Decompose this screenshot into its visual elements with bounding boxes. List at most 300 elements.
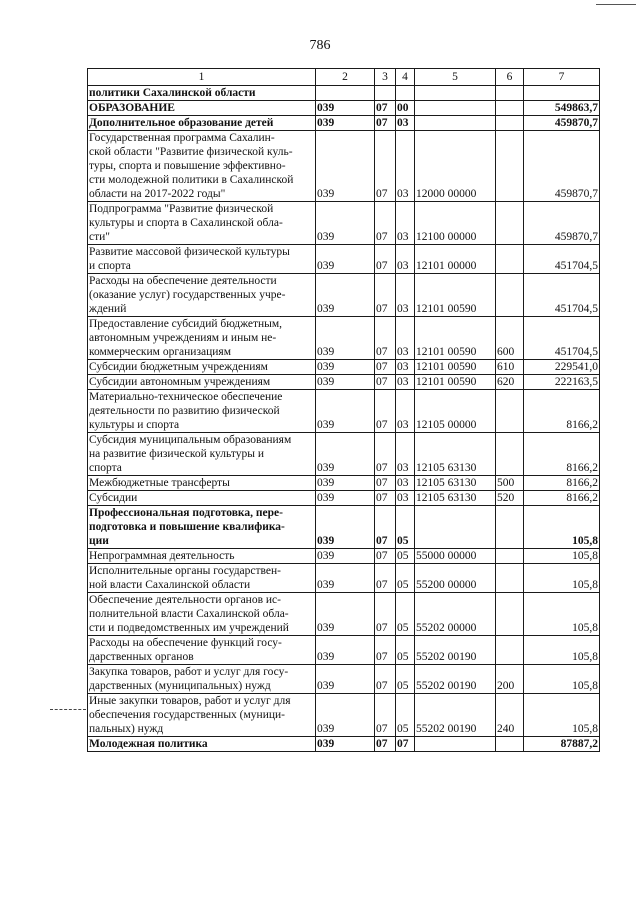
row-target-article-cell (415, 564, 496, 593)
row-section-code-cell (375, 549, 396, 564)
row-subsection-code-cell (396, 549, 415, 564)
row-amount-text: 105,8 (572, 550, 598, 562)
row-name-cell (88, 101, 316, 116)
row-target-article-cell (415, 375, 496, 390)
row-ministry-code-text: 039 (317, 361, 335, 373)
row-section-code-cell (375, 360, 396, 375)
row-subsection-code-cell (396, 636, 415, 665)
table-row (88, 375, 600, 390)
row-subsection-code-cell (396, 665, 415, 694)
row-amount-text: 8166,2 (566, 492, 598, 504)
row-subsection-code-cell (396, 506, 415, 549)
row-section-code-text: 07 (376, 738, 388, 750)
row-subsection-code-text: 05 (397, 579, 409, 591)
row-subsection-code-text: 07 (397, 738, 409, 750)
row-amount-cell (524, 390, 600, 433)
row-ministry-code-cell (316, 737, 375, 752)
row-expense-type-cell (496, 665, 524, 694)
row-amount-text: 87887,2 (560, 738, 598, 750)
row-amount-text: 451704,5 (554, 303, 598, 315)
row-ministry-code-cell (316, 274, 375, 317)
row-ministry-code-cell (316, 390, 375, 433)
row-amount-cell (524, 665, 600, 694)
row-target-article-text: 12000 00000 (416, 188, 477, 200)
row-section-code-cell (375, 694, 396, 737)
row-name-cell (88, 665, 316, 694)
row-target-article-cell (415, 86, 496, 101)
table-row (88, 245, 600, 274)
row-ministry-code-text: 039 (317, 680, 335, 692)
row-section-code-text: 07 (376, 723, 388, 735)
row-expense-type-cell (496, 593, 524, 636)
row-subsection-code-text: 03 (397, 492, 409, 504)
row-name-text: Дополнительное образование детей (89, 117, 274, 129)
row-amount-cell (524, 564, 600, 593)
row-subsection-code-text: 03 (397, 361, 409, 373)
row-subsection-code-cell (396, 274, 415, 317)
row-ministry-code-cell (316, 317, 375, 360)
row-expense-type-cell (496, 245, 524, 274)
row-section-code-cell (375, 593, 396, 636)
row-ministry-code-text: 039 (317, 346, 335, 358)
row-amount-text: 451704,5 (554, 346, 598, 358)
column-header-5: 5 (415, 69, 496, 86)
row-subsection-code-cell (396, 101, 415, 116)
row-ministry-code-cell (316, 593, 375, 636)
row-amount-cell (524, 549, 600, 564)
row-amount-text: 8166,2 (566, 419, 598, 431)
table-row (88, 476, 600, 491)
row-subsection-code-cell (396, 491, 415, 506)
row-ministry-code-text: 039 (317, 231, 335, 243)
row-name-cell (88, 564, 316, 593)
row-section-code-text: 07 (376, 346, 388, 358)
row-target-article-cell (415, 317, 496, 360)
row-section-code-text: 07 (376, 462, 388, 474)
row-amount-cell (524, 491, 600, 506)
row-ministry-code-text: 039 (317, 376, 335, 388)
row-amount-text: 451704,5 (554, 260, 598, 272)
row-subsection-code-cell (396, 375, 415, 390)
row-subsection-code-text: 03 (397, 376, 409, 388)
row-amount-cell (524, 433, 600, 476)
row-amount-cell (524, 694, 600, 737)
row-ministry-code-cell (316, 476, 375, 491)
row-section-code-text: 07 (376, 579, 388, 591)
row-subsection-code-text: 03 (397, 346, 409, 358)
row-ministry-code-text: 039 (317, 117, 335, 129)
row-ministry-code-cell (316, 636, 375, 665)
row-subsection-code-text: 03 (397, 231, 409, 243)
row-target-article-cell (415, 506, 496, 549)
row-ministry-code-text: 039 (317, 550, 335, 562)
budget-table (87, 68, 600, 752)
row-section-code-text: 07 (376, 102, 388, 114)
row-amount-cell (524, 506, 600, 549)
row-subsection-code-text: 03 (397, 260, 409, 272)
row-target-article-cell (415, 202, 496, 245)
table-row (88, 101, 600, 116)
row-section-code-text: 07 (376, 492, 388, 504)
row-section-code-text: 07 (376, 303, 388, 315)
row-ministry-code-cell (316, 116, 375, 131)
row-amount-text: 222163,5 (554, 376, 598, 388)
row-section-code-text: 07 (376, 188, 388, 200)
row-subsection-code-text: 03 (397, 188, 409, 200)
row-name-cell (88, 274, 316, 317)
row-ministry-code-text: 039 (317, 492, 335, 504)
row-subsection-code-text: 03 (397, 462, 409, 474)
row-name-cell (88, 317, 316, 360)
row-subsection-code-text: 05 (397, 622, 409, 634)
row-ministry-code-cell (316, 549, 375, 564)
row-amount-text: 105,8 (572, 723, 598, 735)
row-expense-type-cell (496, 101, 524, 116)
row-expense-type-cell (496, 636, 524, 665)
row-subsection-code-text: 05 (397, 680, 409, 692)
row-section-code-text: 07 (376, 231, 388, 243)
row-name-text: Государственная программа Сахалин- ской области "Развитие физической куль- туры, спорта и повышение эффективно- сти молодежной политики в Сахалинской области на 2017-2022 годы" (89, 132, 294, 200)
row-ministry-code-text: 039 (317, 723, 335, 735)
row-section-code-text: 07 (376, 260, 388, 272)
row-subsection-code-cell (396, 433, 415, 476)
row-target-article-text: 12101 00590 (416, 376, 477, 388)
row-section-code-cell (375, 390, 396, 433)
row-target-article-text: 12101 00000 (416, 260, 477, 272)
column-header-6: 6 (496, 69, 524, 86)
row-amount-text: 105,8 (572, 622, 598, 634)
row-target-article-cell (415, 131, 496, 202)
row-subsection-code-cell (396, 476, 415, 491)
row-name-text: политики Сахалинской области (89, 87, 256, 99)
row-expense-type-cell (496, 694, 524, 737)
row-section-code-cell (375, 636, 396, 665)
row-ministry-code-text: 039 (317, 477, 335, 489)
row-section-code-cell (375, 737, 396, 752)
row-section-code-cell (375, 317, 396, 360)
row-subsection-code-cell (396, 360, 415, 375)
row-section-code-cell (375, 245, 396, 274)
table-row (88, 564, 600, 593)
table-row (88, 274, 600, 317)
row-section-code-cell (375, 375, 396, 390)
row-target-article-text: 12105 00000 (416, 419, 477, 431)
row-subsection-code-cell (396, 86, 415, 101)
row-target-article-cell (415, 636, 496, 665)
row-expense-type-cell (496, 131, 524, 202)
row-section-code-text: 07 (376, 622, 388, 634)
row-ministry-code-cell (316, 491, 375, 506)
row-ministry-code-cell (316, 375, 375, 390)
row-ministry-code-cell (316, 245, 375, 274)
row-subsection-code-cell (396, 564, 415, 593)
row-expense-type-text: 520 (497, 492, 515, 504)
row-target-article-text: 12101 00590 (416, 361, 477, 373)
row-ministry-code-text: 039 (317, 188, 335, 200)
row-expense-type-cell (496, 202, 524, 245)
row-amount-cell (524, 375, 600, 390)
row-subsection-code-cell (396, 245, 415, 274)
row-name-cell (88, 131, 316, 202)
row-section-code-cell (375, 131, 396, 202)
row-section-code-text: 07 (376, 419, 388, 431)
row-name-cell (88, 433, 316, 476)
row-expense-type-text: 240 (497, 723, 515, 735)
row-ministry-code-cell (316, 131, 375, 202)
row-target-article-text: 12101 00590 (416, 303, 477, 315)
row-expense-type-cell (496, 375, 524, 390)
row-ministry-code-cell (316, 86, 375, 101)
row-expense-type-cell (496, 390, 524, 433)
row-target-article-cell (415, 101, 496, 116)
row-amount-cell (524, 317, 600, 360)
row-subsection-code-cell (396, 737, 415, 752)
row-expense-type-text: 200 (497, 680, 515, 692)
row-amount-cell (524, 476, 600, 491)
row-name-cell (88, 694, 316, 737)
row-name-cell (88, 491, 316, 506)
table-row (88, 202, 600, 245)
row-ministry-code-text: 039 (317, 462, 335, 474)
row-section-code-text: 07 (376, 680, 388, 692)
row-name-text: Материально-техническое обеспечение деятельности по развитию физической культуры и спорта (89, 391, 283, 431)
row-name-text: Иные закупки товаров, работ и услуг для обеспечения государственных (муници- пальных) нужд (89, 695, 291, 735)
table-row (88, 593, 600, 636)
row-ministry-code-cell (316, 665, 375, 694)
row-amount-text: 105,8 (572, 651, 598, 663)
row-target-article-text: 12105 63130 (416, 492, 477, 504)
row-amount-text: 229541,0 (554, 361, 598, 373)
table-row (88, 317, 600, 360)
row-target-article-cell (415, 390, 496, 433)
row-name-cell (88, 202, 316, 245)
row-name-text: Подпрограмма "Развитие физической культуры и спорта в Сахалинской обла- сти" (89, 203, 283, 243)
row-name-text: Субсидии автономным учреждениям (89, 376, 271, 388)
row-name-cell (88, 360, 316, 375)
row-subsection-code-cell (396, 593, 415, 636)
row-section-code-cell (375, 433, 396, 476)
row-name-text: Субсидии (89, 492, 138, 504)
row-section-code-text: 07 (376, 361, 388, 373)
row-name-text: Предоставление субсидий бюджетным, автономным учреждениям и иным не- коммерческим организациям (89, 318, 283, 358)
row-section-code-text: 07 (376, 550, 388, 562)
row-amount-cell (524, 636, 600, 665)
row-ministry-code-cell (316, 101, 375, 116)
row-subsection-code-cell (396, 694, 415, 737)
row-ministry-code-cell (316, 202, 375, 245)
row-expense-type-cell (496, 433, 524, 476)
column-header-3: 3 (375, 69, 396, 86)
row-target-article-cell (415, 116, 496, 131)
row-amount-cell (524, 274, 600, 317)
row-name-cell (88, 737, 316, 752)
row-name-text: Развитие массовой физической культуры и спорта (89, 246, 290, 272)
row-amount-cell (524, 202, 600, 245)
table-row (88, 491, 600, 506)
row-name-cell (88, 549, 316, 564)
row-expense-type-cell (496, 491, 524, 506)
row-ministry-code-text: 039 (317, 303, 335, 315)
row-subsection-code-cell (396, 202, 415, 245)
row-target-article-cell (415, 245, 496, 274)
row-amount-cell (524, 131, 600, 202)
row-expense-type-cell (496, 360, 524, 375)
row-name-text: ОБРАЗОВАНИЕ (89, 102, 175, 114)
column-header-1: 1 (88, 69, 316, 86)
column-header-2: 2 (316, 69, 375, 86)
row-section-code-cell (375, 665, 396, 694)
row-name-text: Непрограммная деятельность (89, 550, 235, 562)
row-target-article-text: 55200 00000 (416, 579, 477, 591)
row-name-cell (88, 476, 316, 491)
row-ministry-code-cell (316, 564, 375, 593)
row-subsection-code-text: 05 (397, 723, 409, 735)
row-name-text: Расходы на обеспечение деятельности (оказание услуг) государственных учре- ждений (89, 275, 286, 315)
row-name-text: Обеспечение деятельности органов ис- полнительной власти Сахалинской обла- сти и подведомственных им учреждений (89, 594, 289, 634)
row-subsection-code-text: 03 (397, 117, 409, 129)
row-amount-cell (524, 101, 600, 116)
table-row (88, 116, 600, 131)
row-target-article-text: 55202 00190 (416, 651, 477, 663)
row-target-article-cell (415, 593, 496, 636)
row-ministry-code-text: 039 (317, 651, 335, 663)
row-name-text: Субсидия муниципальным образованиям на развитие физической культуры и спорта (89, 434, 292, 474)
row-target-article-cell (415, 360, 496, 375)
row-expense-type-cell (496, 506, 524, 549)
row-amount-cell (524, 360, 600, 375)
row-section-code-cell (375, 506, 396, 549)
column-header-4: 4 (396, 69, 415, 86)
row-expense-type-cell (496, 564, 524, 593)
row-amount-text: 459870,7 (554, 188, 598, 200)
table-row (88, 506, 600, 549)
row-amount-cell (524, 86, 600, 101)
row-target-article-cell (415, 737, 496, 752)
table-row (88, 549, 600, 564)
row-target-article-cell (415, 433, 496, 476)
margin-dash-mark (50, 709, 86, 710)
row-section-code-cell (375, 86, 396, 101)
row-expense-type-cell (496, 476, 524, 491)
row-subsection-code-text: 03 (397, 477, 409, 489)
page-number: 786 (309, 38, 331, 53)
row-ministry-code-cell (316, 506, 375, 549)
table-row (88, 636, 600, 665)
row-ministry-code-text: 039 (317, 102, 335, 114)
row-expense-type-cell (496, 86, 524, 101)
row-target-article-text: 12100 00000 (416, 231, 477, 243)
row-section-code-text: 07 (376, 535, 388, 547)
row-target-article-cell (415, 491, 496, 506)
row-name-text: Исполнительные органы государствен- ной власти Сахалинской области (89, 565, 281, 591)
row-ministry-code-cell (316, 694, 375, 737)
row-amount-text: 105,8 (572, 535, 598, 547)
row-amount-text: 549863,7 (554, 102, 598, 114)
row-target-article-cell (415, 274, 496, 317)
row-subsection-code-text: 05 (397, 651, 409, 663)
table-row (88, 131, 600, 202)
table-row (88, 694, 600, 737)
row-subsection-code-text: 03 (397, 303, 409, 315)
row-section-code-cell (375, 491, 396, 506)
row-target-article-text: 55202 00190 (416, 723, 477, 735)
row-subsection-code-cell (396, 317, 415, 360)
row-amount-text: 105,8 (572, 680, 598, 692)
table-row (88, 737, 600, 752)
row-target-article-text: 12105 63130 (416, 477, 477, 489)
row-amount-text: 8166,2 (566, 477, 598, 489)
row-subsection-code-text: 05 (397, 550, 409, 562)
table-row (88, 86, 600, 101)
row-ministry-code-cell (316, 360, 375, 375)
row-amount-text: 459870,7 (554, 117, 598, 129)
row-target-article-text: 55202 00190 (416, 680, 477, 692)
row-name-cell (88, 636, 316, 665)
row-ministry-code-text: 039 (317, 535, 335, 547)
row-expense-type-text: 500 (497, 477, 515, 489)
row-section-code-cell (375, 202, 396, 245)
row-name-cell (88, 86, 316, 101)
column-header-7: 7 (524, 69, 600, 86)
row-section-code-text: 07 (376, 651, 388, 663)
row-ministry-code-text: 039 (317, 260, 335, 272)
row-expense-type-text: 620 (497, 376, 515, 388)
row-amount-cell (524, 593, 600, 636)
row-expense-type-cell (496, 116, 524, 131)
row-amount-cell (524, 116, 600, 131)
row-name-cell (88, 116, 316, 131)
row-name-cell (88, 375, 316, 390)
row-amount-text: 459870,7 (554, 231, 598, 243)
row-section-code-text: 07 (376, 477, 388, 489)
row-name-cell (88, 593, 316, 636)
row-ministry-code-text: 039 (317, 622, 335, 634)
row-amount-text: 8166,2 (566, 462, 598, 474)
row-expense-type-text: 610 (497, 361, 515, 373)
row-expense-type-cell (496, 317, 524, 360)
table-row (88, 433, 600, 476)
row-section-code-cell (375, 116, 396, 131)
row-expense-type-cell (496, 274, 524, 317)
row-name-text: Закупка товаров, работ и услуг для госу- дарственных (муниципальных) нужд (89, 666, 289, 692)
row-target-article-text: 12105 63130 (416, 462, 477, 474)
row-section-code-cell (375, 476, 396, 491)
row-target-article-cell (415, 694, 496, 737)
row-name-text: Расходы на обеспечение функций госу- дарственных органов (89, 637, 282, 663)
table-row (88, 390, 600, 433)
row-section-code-text: 07 (376, 376, 388, 388)
row-subsection-code-cell (396, 116, 415, 131)
row-section-code-cell (375, 274, 396, 317)
row-ministry-code-text: 039 (317, 419, 335, 431)
row-target-article-cell (415, 476, 496, 491)
row-amount-text: 105,8 (572, 579, 598, 591)
row-expense-type-cell (496, 549, 524, 564)
row-target-article-text: 55000 00000 (416, 550, 477, 562)
row-target-article-cell (415, 665, 496, 694)
row-subsection-code-text: 05 (397, 535, 409, 547)
row-subsection-code-cell (396, 131, 415, 202)
column-number-row (88, 69, 600, 86)
row-expense-type-cell (496, 737, 524, 752)
row-name-text: Профессиональная подготовка, пере- подготовка и повышение квалифика- ции (89, 507, 285, 547)
row-name-cell (88, 390, 316, 433)
row-ministry-code-text: 039 (317, 579, 335, 591)
row-target-article-text: 55202 00000 (416, 622, 477, 634)
row-subsection-code-cell (396, 390, 415, 433)
row-section-code-text: 07 (376, 117, 388, 129)
row-expense-type-text: 600 (497, 346, 515, 358)
